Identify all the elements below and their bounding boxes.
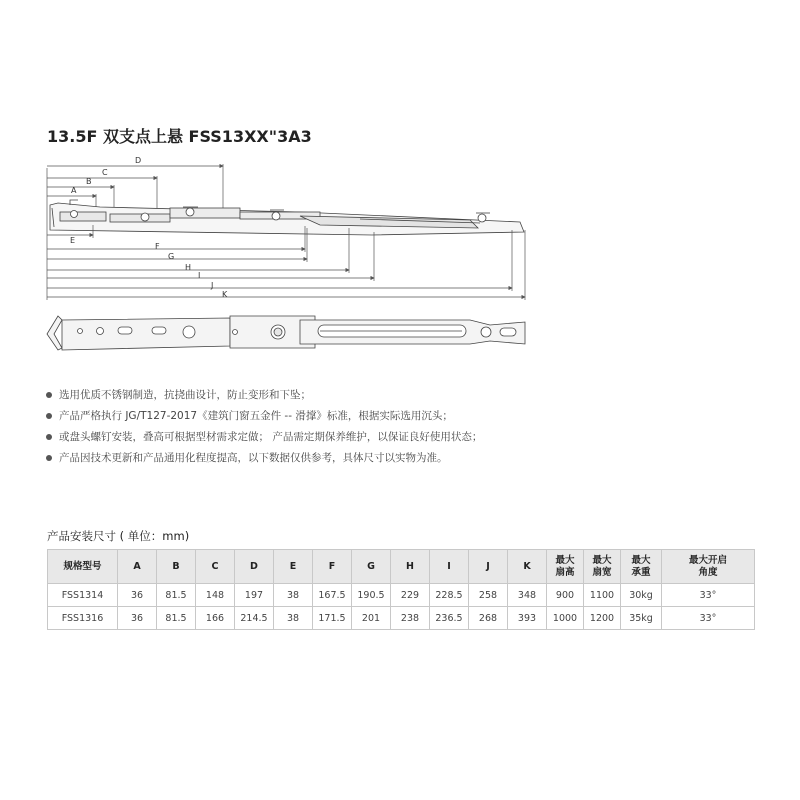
column-header: 最大开启 角度 — [662, 550, 755, 584]
table-cell: 238 — [391, 607, 430, 630]
page-title: 13.5F 双支点上悬 FSS13XX"3A3 — [47, 127, 312, 146]
table-cell: 229 — [391, 584, 430, 607]
column-header: F — [313, 550, 352, 584]
table-cell: 236.5 — [430, 607, 469, 630]
dim-label-E: E — [70, 236, 76, 245]
table-cell: 900 — [547, 584, 584, 607]
lower-dimension-lines — [47, 225, 525, 300]
dim-label-H: H — [185, 263, 192, 272]
table-title: 产品安装尺寸 ( 单位：mm) — [47, 529, 190, 543]
table-row — [48, 607, 755, 630]
list-item: 或盘头螺钉安装，叠高可根据型材需求定做； 产品需定期保养维护，以保证良好使用状态； — [46, 429, 482, 450]
dim-label-J: J — [211, 281, 214, 290]
table-cell: 33° — [662, 607, 755, 630]
list-item: 产品因技术更新和产品通用化程度提高，以下数据仅供参考，具体尺寸以实物为准。 — [46, 450, 482, 471]
table-cell: 214.5 — [235, 607, 274, 630]
bullet-icon — [46, 455, 52, 461]
table-row — [48, 584, 755, 607]
friction-stay-drawing — [0, 0, 800, 360]
table-cell: 258 — [469, 584, 508, 607]
column-header: I — [430, 550, 469, 584]
dim-label-C: C — [102, 168, 108, 177]
table-cell: 1000 — [547, 607, 584, 630]
dim-label-A: A — [71, 186, 77, 195]
column-header: E — [274, 550, 313, 584]
table-cell: 81.5 — [157, 584, 196, 607]
bullet-icon — [46, 434, 52, 440]
table-cell: 38 — [274, 607, 313, 630]
column-header: B — [157, 550, 196, 584]
column-header: 规格型号 — [48, 550, 118, 584]
column-header: J — [469, 550, 508, 584]
installation-dimensions-table — [47, 549, 755, 630]
table-cell: 190.5 — [352, 584, 391, 607]
table-cell: 348 — [508, 584, 547, 607]
dim-label-G: G — [168, 252, 175, 261]
column-header: K — [508, 550, 547, 584]
table-cell: 393 — [508, 607, 547, 630]
dim-label-I: I — [198, 271, 201, 280]
table-cell: 1200 — [584, 607, 621, 630]
table-cell: 148 — [196, 584, 235, 607]
table-header-row — [48, 550, 755, 584]
table-cell: 30kg — [621, 584, 662, 607]
upper-dimension-labels — [71, 156, 141, 195]
list-item: 选用优质不锈钢制造，抗挠曲设计，防止变形和下坠； — [46, 387, 482, 408]
bullet-icon — [46, 392, 52, 398]
table-cell: 36 — [118, 607, 157, 630]
column-header: H — [391, 550, 430, 584]
dim-label-D: D — [135, 156, 142, 165]
table-cell: 81.5 — [157, 607, 196, 630]
table-cell: 33° — [662, 584, 755, 607]
list-item: 产品严格执行 JG/T127-2017《建筑门窗五金件 -- 滑撑》标准，根据实际选用沉头； — [46, 408, 482, 429]
dim-label-F: F — [155, 242, 160, 251]
stay-top-view — [47, 316, 525, 350]
table-cell: 35kg — [621, 607, 662, 630]
dim-label-B: B — [86, 177, 92, 186]
column-header: 最大 扇高 — [547, 550, 584, 584]
lower-dimension-labels — [70, 236, 228, 299]
table-cell: 38 — [274, 584, 313, 607]
table-cell: 1100 — [584, 584, 621, 607]
bullet-icon — [46, 413, 52, 419]
column-header: D — [235, 550, 274, 584]
table-cell: 228.5 — [430, 584, 469, 607]
feature-list — [46, 387, 482, 471]
table-cell: 201 — [352, 607, 391, 630]
dim-label-K: K — [222, 290, 228, 299]
column-header: C — [196, 550, 235, 584]
stay-side-view — [50, 200, 524, 235]
table-cell: 167.5 — [313, 584, 352, 607]
column-header: 最大 扇宽 — [584, 550, 621, 584]
column-header: A — [118, 550, 157, 584]
table-cell: FSS1316 — [48, 607, 118, 630]
column-header: 最大 承重 — [621, 550, 662, 584]
table-cell: 197 — [235, 584, 274, 607]
table-cell: 171.5 — [313, 607, 352, 630]
table-cell: 268 — [469, 607, 508, 630]
column-header: G — [352, 550, 391, 584]
table-cell: FSS1314 — [48, 584, 118, 607]
table-cell: 36 — [118, 584, 157, 607]
table-cell: 166 — [196, 607, 235, 630]
